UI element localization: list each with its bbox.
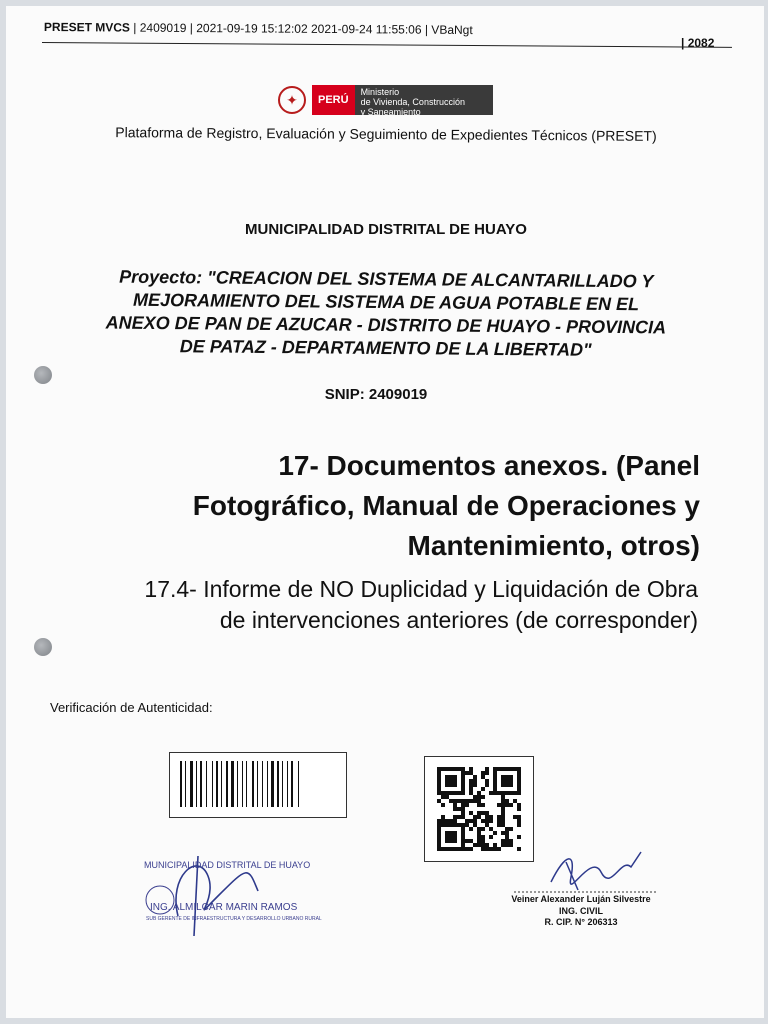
- right-signature-stamp: [506, 842, 676, 934]
- stamp-left-line-3: SUB GERENTE DE INFRAESTRUCTURA Y DESARROLLO URBANO RURAL: [146, 916, 322, 922]
- stamp-left-line-1: MUNICIPALIDAD DISTRITAL DE HUAYO: [144, 860, 311, 870]
- project-title: [46, 265, 727, 363]
- ministry-name: [355, 85, 493, 115]
- barcode-icon: [170, 753, 346, 817]
- project-line-4: DE PATAZ - DEPARTAMENTO DE LA LIBERTAD": [179, 336, 592, 360]
- project-line-2: MEJORAMIENTO DEL SISTEMA DE AGUA POTABLE EN EL: [132, 289, 640, 315]
- ministry-line-2: de Vivienda, Construcción: [360, 97, 465, 107]
- section-title-line-3: Mantenimiento, otros): [407, 530, 700, 561]
- ministry-line-3: y Saneamiento: [360, 107, 421, 117]
- section-subtitle-line-2: de intervenciones anteriores (de corresponder): [219, 607, 698, 633]
- header-meta: | 2409019 | 2021-09-19 15:12:02 2021-09-24 11:55:06 | VBaNgt: [133, 20, 473, 37]
- left-signature-stamp: [138, 846, 322, 936]
- document-page: [6, 6, 764, 1018]
- engineer-title: ING. CIVIL: [558, 906, 603, 916]
- coat-of-arms-icon: ✦: [278, 86, 306, 114]
- platform-title: Plataforma de Registro, Evaluación y Seguimiento de Expedientes Técnicos (PRESET): [115, 124, 657, 144]
- ministry-line-1: Ministerio: [360, 87, 400, 97]
- header-brand: PRESET MVCS: [43, 20, 131, 35]
- section-title: [86, 446, 700, 566]
- barcode: [169, 752, 347, 818]
- engineer-cip: R. CIP. N° 206313: [544, 917, 618, 927]
- ministry-logo: [278, 80, 498, 120]
- section-title-line-2: Fotográfico, Manual de Operaciones y: [192, 490, 700, 521]
- verification-label: Verificación de Autenticidad:: [50, 700, 213, 715]
- page-number: | 2082: [681, 36, 715, 50]
- section-title-line-1: 17- Documentos anexos. (Panel: [278, 450, 700, 481]
- stamp-left-line-2: ING. ALMILCAR MARIN RAMOS: [150, 902, 298, 913]
- engineer-name: Veiner Alexander Luján Silvestre: [511, 894, 651, 904]
- punch-hole-icon: [34, 638, 52, 656]
- municipality-name: MUNICIPALIDAD DISTRITAL DE HUAYO: [245, 221, 527, 238]
- snip-code: SNIP: 2409019: [324, 386, 428, 403]
- preset-header: [44, 20, 473, 37]
- header-rule: [42, 42, 732, 48]
- section-subtitle: [66, 574, 698, 636]
- punch-hole-icon: [34, 366, 52, 384]
- section-subtitle-line-1: 17.4- Informe de NO Duplicidad y Liquidación de Obra: [144, 576, 698, 602]
- project-line-3: ANEXO DE PAN DE AZUCAR - DISTRITO DE HUAYO - PROVINCIA: [105, 312, 667, 338]
- signature-icon: [506, 842, 676, 902]
- project-line-1: Proyecto: "CREACION DEL SISTEMA DE ALCANTARILLADO Y: [119, 266, 654, 292]
- peru-label: PERÚ: [312, 85, 355, 115]
